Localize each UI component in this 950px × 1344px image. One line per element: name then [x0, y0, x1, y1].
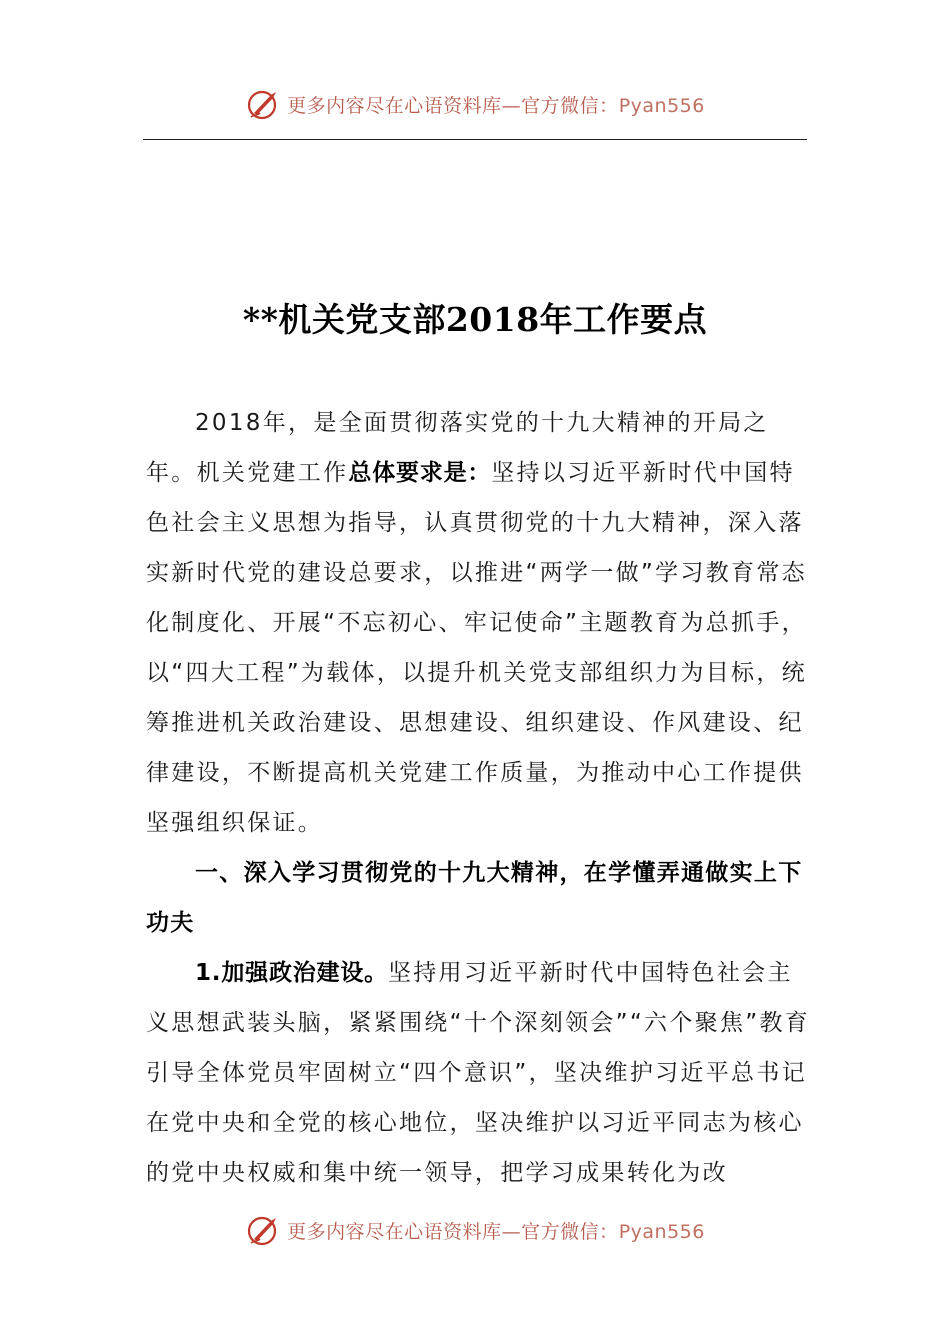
footer-contact-label: 官方微信：	[521, 1220, 619, 1243]
banner-contact-id: Pyan556	[618, 94, 705, 117]
footer-contact-id: Pyan556	[618, 1220, 705, 1243]
footer-site-text: 更多内容尽在心语资料库	[287, 1220, 502, 1243]
document-title: **机关党支部2018年工作要点	[242, 300, 708, 339]
item-paragraph-1	[146, 948, 816, 1198]
intro-emphasis: 总体要求是：	[348, 460, 492, 486]
pen-logo-icon	[245, 87, 283, 121]
intro-text-part1: 2018年，是全面贯彻落实党的十九大精神的开局之年。机关党建工作	[146, 410, 769, 486]
intro-paragraph	[146, 398, 816, 848]
item-label-1: 1.加强政治建设。	[195, 960, 388, 986]
banner-separator: —	[501, 94, 522, 117]
banner-site-text: 更多内容尽在心语资料库	[287, 94, 502, 117]
intro-text-part2: 坚持以习近平新时代中国特色社会主义思想为指导，认真贯彻党的十九大精神，深入落实新时代党的建设总要求，以推进“两学一做”学习教育常态化制度化、开展“不忘初心、牢记使命”主题教育为总抓手，以“四大工程”为载体，以提升机关党支部组织力为目标，统筹推进机关政治建设、思想建设、组织建设、作风建设、纪律建设，不断提高机关党建工作质量，为推动中心工作提供坚强组织保证。	[146, 460, 807, 836]
banner-text	[287, 91, 705, 118]
section-heading-1: 一、深入学习贯彻党的十九大精神，在学懂弄通做实上下功夫	[146, 860, 803, 936]
header-divider	[143, 139, 807, 140]
footer-separator: —	[501, 1220, 522, 1243]
item-text-1: 坚持用习近平新时代中国特色社会主义思想武装头脑，紧紧围绕“十个深刻领会”“六个聚焦”教育引导全体党员牢固树立“四个意识”，坚决维护习近平总书记在党中央和全党的核心地位，坚决维护以习近平同志为核心的党中央权威和集中统一领导，把学习成果转化为改	[146, 960, 811, 1186]
document-body	[146, 398, 816, 1198]
header-banner	[0, 86, 950, 122]
banner-contact-label: 官方微信：	[521, 94, 619, 117]
footer-banner	[0, 1212, 950, 1248]
footer-banner-text	[287, 1217, 705, 1244]
pen-logo-icon	[245, 1213, 283, 1247]
